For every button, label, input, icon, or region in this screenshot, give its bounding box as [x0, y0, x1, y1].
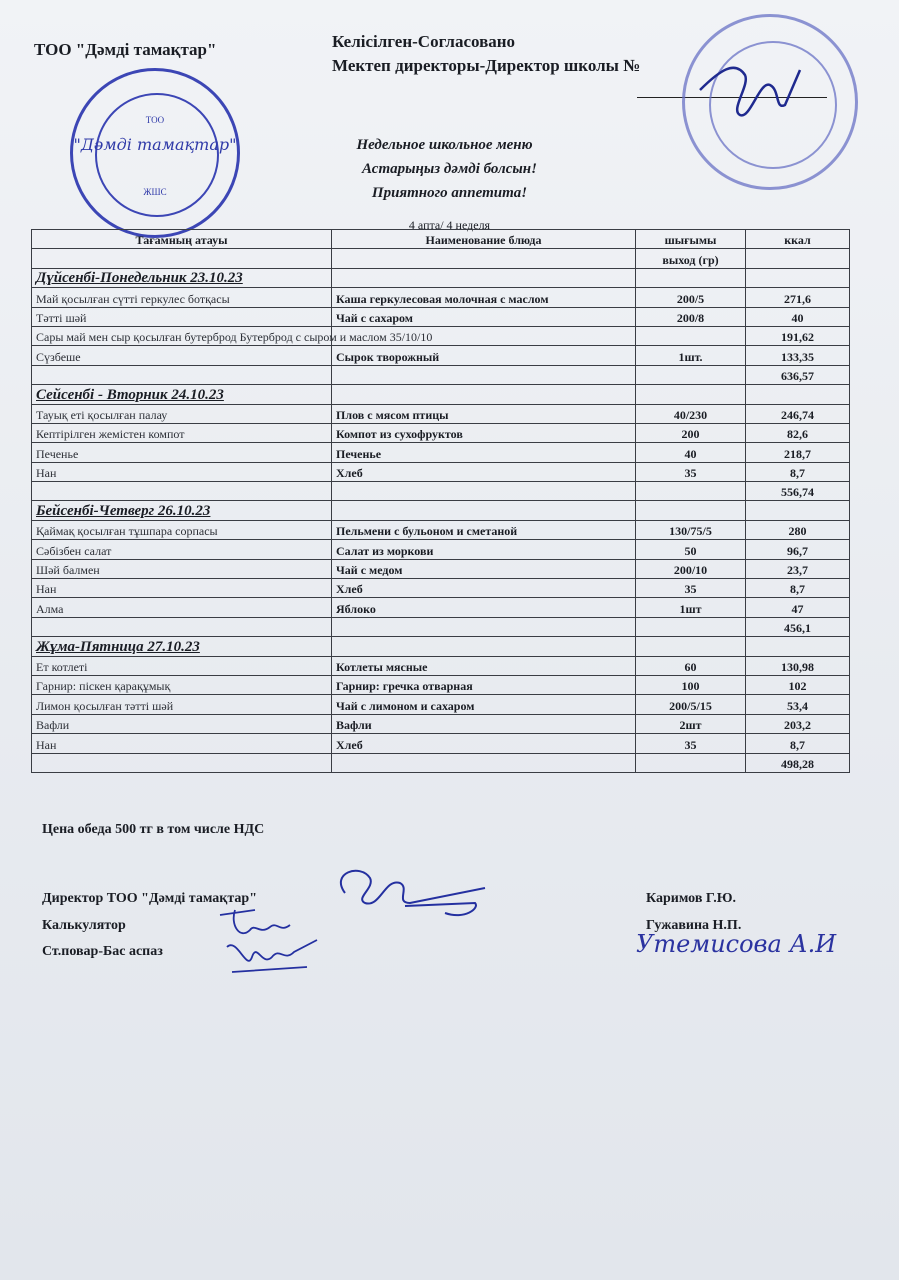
dish-name-ru: Печенье	[332, 443, 636, 462]
dish-name-ru: Котлеты мясные	[332, 656, 636, 675]
dish-output: 35	[636, 734, 746, 753]
director-name: Каримов Г.Ю.	[646, 891, 736, 906]
company-name: ТОО "Дәмді тамақтар"	[34, 40, 217, 59]
dish-name-ru: Плов с мясом птицы	[332, 404, 636, 423]
dish-output: 60	[636, 656, 746, 675]
empty-cell	[746, 268, 850, 287]
dish-output: 2шт	[636, 714, 746, 733]
dish-output: 35	[636, 579, 746, 598]
dish-row	[32, 307, 850, 326]
director-signature	[325, 858, 495, 928]
dish-kcal: 8,7	[746, 579, 850, 598]
dish-name-ru: Компот из сухофруктов	[332, 423, 636, 442]
stamp-top-text: ТОО	[145, 115, 165, 125]
calculator-name: Гужавина Н.П.	[646, 918, 742, 933]
week-label: 4 апта/ 4 неделя	[408, 218, 491, 232]
director-label: Директор ТОО "Дәмді тамақтар"	[42, 891, 257, 906]
dish-name-kz: Кептірілген жемістен компот	[32, 423, 332, 442]
dish-kcal: 133,35	[746, 346, 850, 365]
calculator-label: Калькулятор	[42, 918, 126, 933]
dish-name-kz: Гарнир: піскен қарақұмық	[32, 675, 332, 694]
empty-cell	[32, 365, 332, 384]
empty-cell	[332, 482, 636, 501]
col-header-kz: Тағамның атауы	[32, 230, 332, 249]
empty-cell	[332, 365, 636, 384]
dish-name-ru: Хлеб	[332, 579, 636, 598]
empty-cell	[332, 753, 636, 772]
dish-name-ru: Хлеб	[332, 734, 636, 753]
dish-output: 1шт.	[636, 346, 746, 365]
day-total-row	[32, 482, 850, 501]
day-title: Сейсенбі - Вторник 24.10.23	[32, 385, 332, 404]
cook-label: Ст.повар-Бас аспаз	[42, 944, 163, 959]
dish-name-ru: Пельмени с бульоном и сметаной	[332, 520, 636, 539]
dish-name-ru: Гарнир: гречка отварная	[332, 675, 636, 694]
director-approval-signature	[690, 50, 810, 130]
empty-cell	[332, 268, 636, 287]
day-title: Дүйсенбі-Понедельник 23.10.23	[32, 268, 332, 287]
dish-row	[32, 520, 850, 539]
empty-cell	[746, 637, 850, 656]
menu-title	[0, 133, 899, 205]
subheader-row	[32, 249, 850, 268]
dish-output: 40	[636, 443, 746, 462]
empty-cell	[746, 501, 850, 520]
empty-cell	[332, 617, 636, 636]
dish-row	[32, 559, 850, 578]
menu-table	[31, 229, 850, 773]
day-total-row	[32, 753, 850, 772]
dish-kcal: 47	[746, 598, 850, 617]
dish-output: 50	[636, 540, 746, 559]
empty-cell	[32, 617, 332, 636]
dish-name-ru: Чай с сахаром	[332, 307, 636, 326]
empty-cell	[746, 385, 850, 404]
approval-line-1: Келісілген-Согласовано	[332, 32, 516, 51]
empty-cell	[636, 617, 746, 636]
day-header-row	[32, 501, 850, 520]
dish-kcal: 130,98	[746, 656, 850, 675]
header-row	[32, 230, 850, 249]
dish-kcal: 53,4	[746, 695, 850, 714]
dish-row	[32, 598, 850, 617]
lunch-price: Цена обеда 500 тг в том числе НДС	[42, 822, 265, 837]
dish-name-ru: Вафли	[332, 714, 636, 733]
dish-name-kz: Лимон қосылған тәтті шәй	[32, 695, 332, 714]
day-title: Бейсенбі-Четверг 26.10.23	[32, 501, 332, 520]
cook-handwritten-name: Утемисова А.И	[636, 930, 837, 958]
day-total-kcal: 456,1	[746, 617, 850, 636]
dish-row	[32, 579, 850, 598]
dish-kcal: 8,7	[746, 734, 850, 753]
dish-name-ru: Салат из моркови	[332, 540, 636, 559]
dish-output: 40/230	[636, 404, 746, 423]
day-total-kcal: 556,74	[746, 482, 850, 501]
dish-kcal: 280	[746, 520, 850, 539]
dish-output	[636, 326, 746, 345]
dish-row	[32, 462, 850, 481]
empty-cell	[636, 501, 746, 520]
col-header-ru: Наименование блюда	[332, 230, 636, 249]
approval-line-2: Мектеп директоры-Директор школы №	[332, 56, 641, 75]
empty-cell	[32, 753, 332, 772]
approval-block	[332, 30, 640, 78]
empty-cell	[636, 268, 746, 287]
dish-output: 1шт	[636, 598, 746, 617]
empty-cell	[332, 249, 636, 268]
dish-output: 200/5	[636, 288, 746, 307]
dish-output: 200	[636, 423, 746, 442]
empty-cell	[332, 637, 636, 656]
dish-kcal: 23,7	[746, 559, 850, 578]
dish-name-kz: Шәй балмен	[32, 559, 332, 578]
dish-name-kz: Қаймақ қосылған тұшпара сорпасы	[32, 520, 332, 539]
dish-row	[32, 346, 850, 365]
empty-cell	[32, 482, 332, 501]
empty-cell	[332, 385, 636, 404]
dish-name-ru: Каша геркулесовая молочная с маслом	[332, 288, 636, 307]
title-line-1: Недельное школьное меню	[356, 137, 533, 153]
dish-name-ru: Чай с лимоном и сахаром	[332, 695, 636, 714]
dish-name-ru: Яблоко	[332, 598, 636, 617]
col-subheader-output: выход (гр)	[636, 249, 746, 268]
day-total-row	[32, 365, 850, 384]
dish-kcal: 102	[746, 675, 850, 694]
dish-kcal: 96,7	[746, 540, 850, 559]
dish-name-kz: Май қосылған сүтті геркулес ботқасы	[32, 288, 332, 307]
dish-kcal: 271,6	[746, 288, 850, 307]
dish-name-kz: Ет котлеті	[32, 656, 332, 675]
day-total-kcal: 498,28	[746, 753, 850, 772]
day-total-kcal: 636,57	[746, 365, 850, 384]
title-line-3: Приятного аппетита!	[371, 185, 528, 201]
dish-row	[32, 656, 850, 675]
dish-kcal: 246,74	[746, 404, 850, 423]
dish-row	[32, 326, 850, 345]
dish-row	[32, 714, 850, 733]
day-header-row	[32, 385, 850, 404]
empty-cell	[636, 482, 746, 501]
empty-cell	[746, 249, 850, 268]
empty-cell	[332, 501, 636, 520]
dish-name-ru: Чай с медом	[332, 559, 636, 578]
dish-kcal: 82,6	[746, 423, 850, 442]
cook-signature	[222, 932, 322, 977]
dish-row	[32, 288, 850, 307]
empty-cell	[636, 365, 746, 384]
dish-name-ru: Хлеб	[332, 462, 636, 481]
dish-kcal: 191,62	[746, 326, 850, 345]
day-title: Жұма-Пятница 27.10.23	[32, 637, 332, 656]
dish-name-kz: Нан	[32, 734, 332, 753]
dish-name-kz: Вафли	[32, 714, 332, 733]
day-header-row	[32, 637, 850, 656]
dish-row	[32, 734, 850, 753]
dish-name-ru: Сырок творожный	[332, 346, 636, 365]
col-header-kcal: ккал	[746, 230, 850, 249]
dish-row	[32, 423, 850, 442]
empty-cell	[636, 753, 746, 772]
dish-kcal: 218,7	[746, 443, 850, 462]
dish-name-kz: Тәтті шәй	[32, 307, 332, 326]
dish-row	[32, 675, 850, 694]
dish-name-kz: Алма	[32, 598, 332, 617]
dish-name-kz: Нан	[32, 579, 332, 598]
title-line-2: Астарыңыз дәмді болсын!	[362, 161, 537, 177]
dish-row	[32, 404, 850, 423]
dish-row	[32, 540, 850, 559]
stamp-bottom-text: ЖШС	[143, 187, 167, 197]
day-header-row	[32, 268, 850, 287]
col-header-output: шығымы	[636, 230, 746, 249]
dish-name-kz: Сүзбеше	[32, 346, 332, 365]
dish-kcal: 40	[746, 307, 850, 326]
dish-output: 100	[636, 675, 746, 694]
empty-cell	[32, 249, 332, 268]
dish-output: 200/10	[636, 559, 746, 578]
dish-name-kz: Нан	[32, 462, 332, 481]
dish-output: 200/5/15	[636, 695, 746, 714]
dish-kcal: 8,7	[746, 462, 850, 481]
dish-output: 130/75/5	[636, 520, 746, 539]
dish-row	[32, 695, 850, 714]
dish-output: 200/8	[636, 307, 746, 326]
stamp-center-text: "Дәмді тамақтар"	[73, 135, 237, 154]
day-total-row	[32, 617, 850, 636]
dish-name-kz: Печенье	[32, 443, 332, 462]
dish-name-kz: Сәбізбен салат	[32, 540, 332, 559]
dish-name-kz: Тауық еті қосылған палау	[32, 404, 332, 423]
empty-cell	[636, 385, 746, 404]
dish-kcal: 203,2	[746, 714, 850, 733]
dish-output: 35	[636, 462, 746, 481]
empty-cell	[636, 637, 746, 656]
dish-name-kz: Сары май мен сыр қосылған бутерброд Бутерброд с сыром и маслом 35/10/10	[32, 326, 332, 345]
dish-row	[32, 443, 850, 462]
